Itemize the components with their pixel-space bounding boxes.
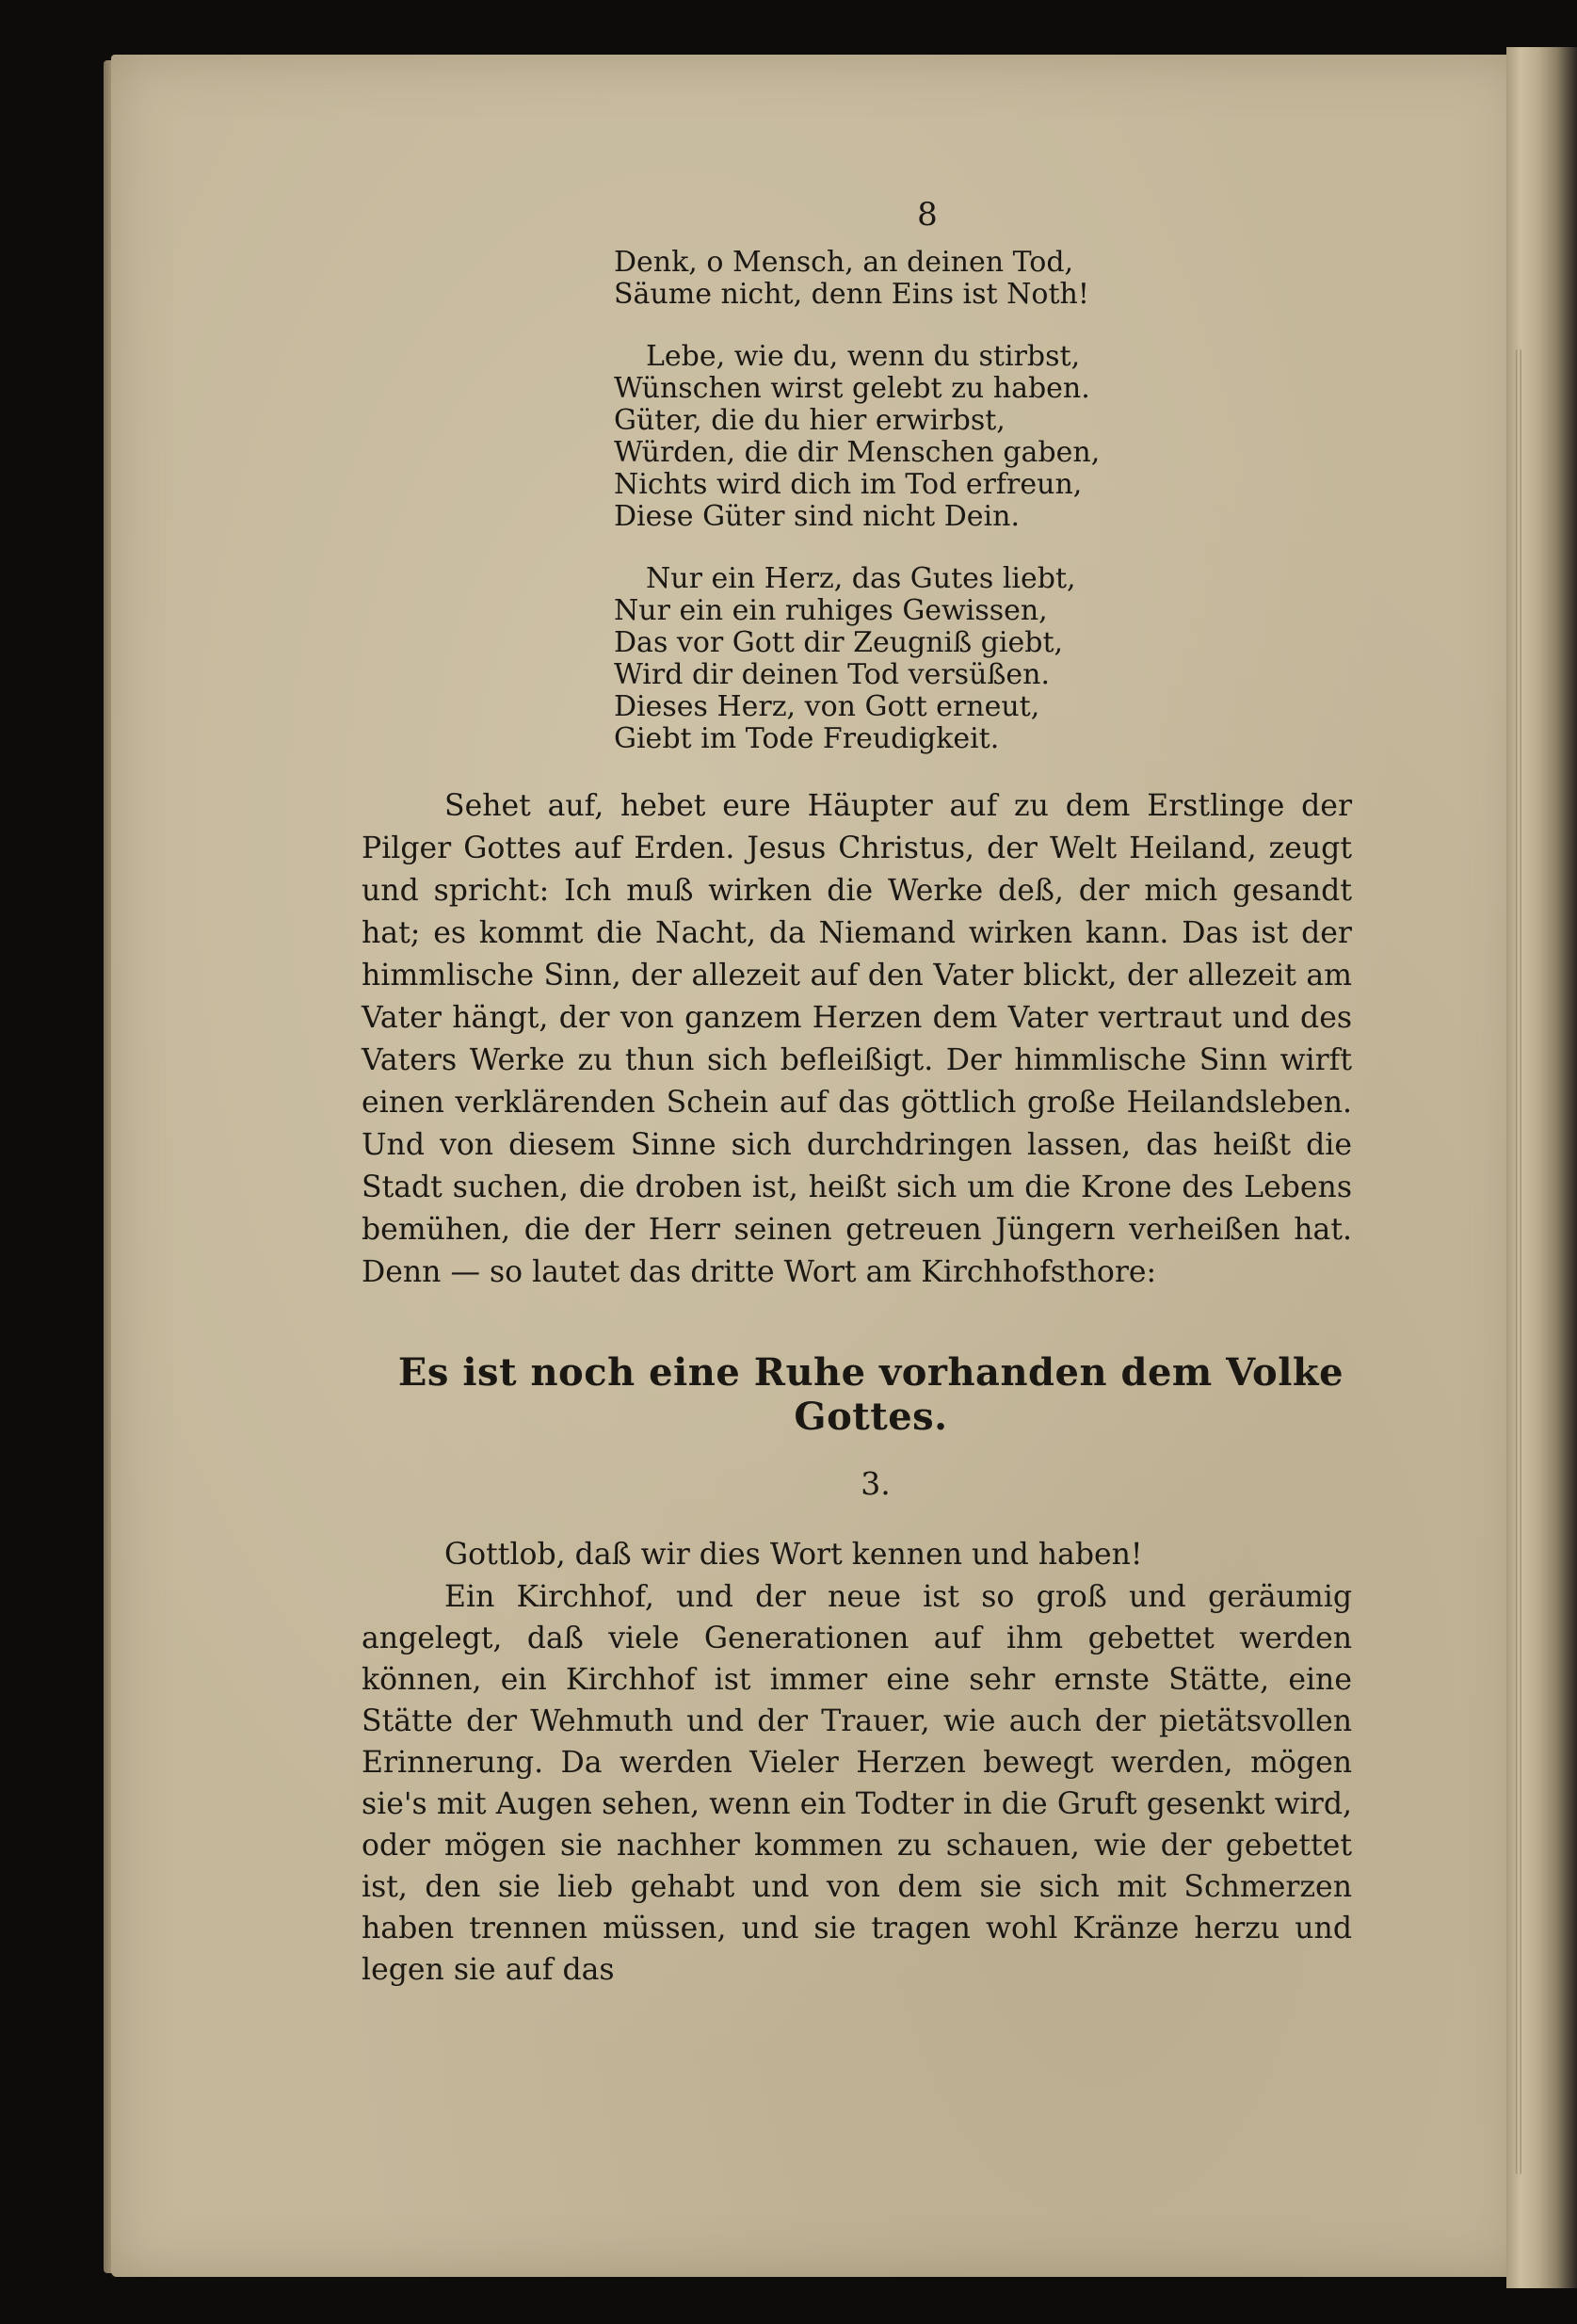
poem-line: Das vor Gott dir Zeugniß giebt, <box>614 626 1064 659</box>
section-heading: Es ist noch eine Ruhe vorhanden dem Volke Gottes. <box>397 1350 1344 1439</box>
poem-line: Säume nicht, denn Eins ist Noth! <box>614 278 1089 311</box>
poem-stanza <box>614 247 1352 311</box>
poem-line: Lebe, wie du, wenn du stirbst, <box>646 340 1081 373</box>
poem-line: Nichts wird dich im Tod erfreun, <box>614 468 1083 501</box>
poem-line: Wird dir deinen Tod versüßen. <box>614 658 1051 691</box>
poem-line: Güter, die du hier erwirbst, <box>614 404 1006 437</box>
poem-line: Diese Güter sind nicht Dein. <box>614 500 1021 533</box>
paragraph: Ein Kirchhof, und der neue ist so groß und geräumig angelegt, daß viele Generationen auf ihm gebettet werden können, ein Kirchhof ist immer eine sehr ernste Stätte, eine Stätte der Wehmuth und der Trauer, wie auch der pietätsvollen Erinnerung. Da werden Vieler Herzen bewegt werden, mögen sie's mit Augen sehen, wenn ein Todter in die Gruft gesenkt wird, oder mögen sie nachher kommen zu schauen, wie der gebettet ist, den sie lieb gehabt und von dem sie sich mit Schmerzen haben trennen müssen, und sie tragen wohl Kränze herzu und legen sie auf das <box>362 1580 1352 1987</box>
poem-line: Dieses Herz, von Gott erneut, <box>614 690 1040 723</box>
paragraph: Gottlob, daß wir dies Wort kennen und haben! <box>444 1538 1143 1572</box>
poem <box>614 247 1352 755</box>
poem-line: Denk, o Mensch, an deinen Tod, <box>614 246 1074 279</box>
section-number: 3. <box>861 1465 891 1502</box>
poem-stanza <box>614 341 1352 533</box>
poem-line: Nur ein ein ruhiges Gewissen, <box>614 594 1048 627</box>
page-number: 8 <box>917 196 938 234</box>
poem-line: Wünschen wirst gelebt zu haben. <box>614 372 1090 405</box>
poem-line: Nur ein Herz, das Gutes liebt, <box>646 562 1076 595</box>
spine-stitching <box>1516 348 1521 2175</box>
poem-line: Giebt im Tode Freudigkeit. <box>614 722 1000 755</box>
poem-line: Würden, die dir Menschen gaben, <box>614 436 1101 469</box>
poem-stanza <box>614 563 1352 755</box>
page-text <box>362 196 1352 1991</box>
paragraph: Sehet auf, hebet eure Häupter auf zu dem Erstlinge der Pilger Gottes auf Erden. Jesus Christus, der Welt Heiland, zeugt und spricht: Ich muß wirken die Werke deß, der mich gesandt hat; es kommt die Nacht, da Niemand wirken kann. Das ist der himmlische Sinn, der allezeit auf den Vater blickt, der allezeit am Vater hängt, der von ganzem Herzen dem Vater vertraut und des Vaters Werke zu thun sich befleißigt. Der himmlische Sinn wirft einen verklärenden Schein auf das göttlich große Heilandsleben. Und von diesem Sinne sich durchdringen lassen, das heißt die Stadt suchen, die droben ist, heißt sich um die Krone des Lebens bemühen, die der Herr seinen getreuen Jüngern verheißen hat. Denn — so lautet das dritte Wort am Kirchhofsthore: <box>362 789 1352 1289</box>
